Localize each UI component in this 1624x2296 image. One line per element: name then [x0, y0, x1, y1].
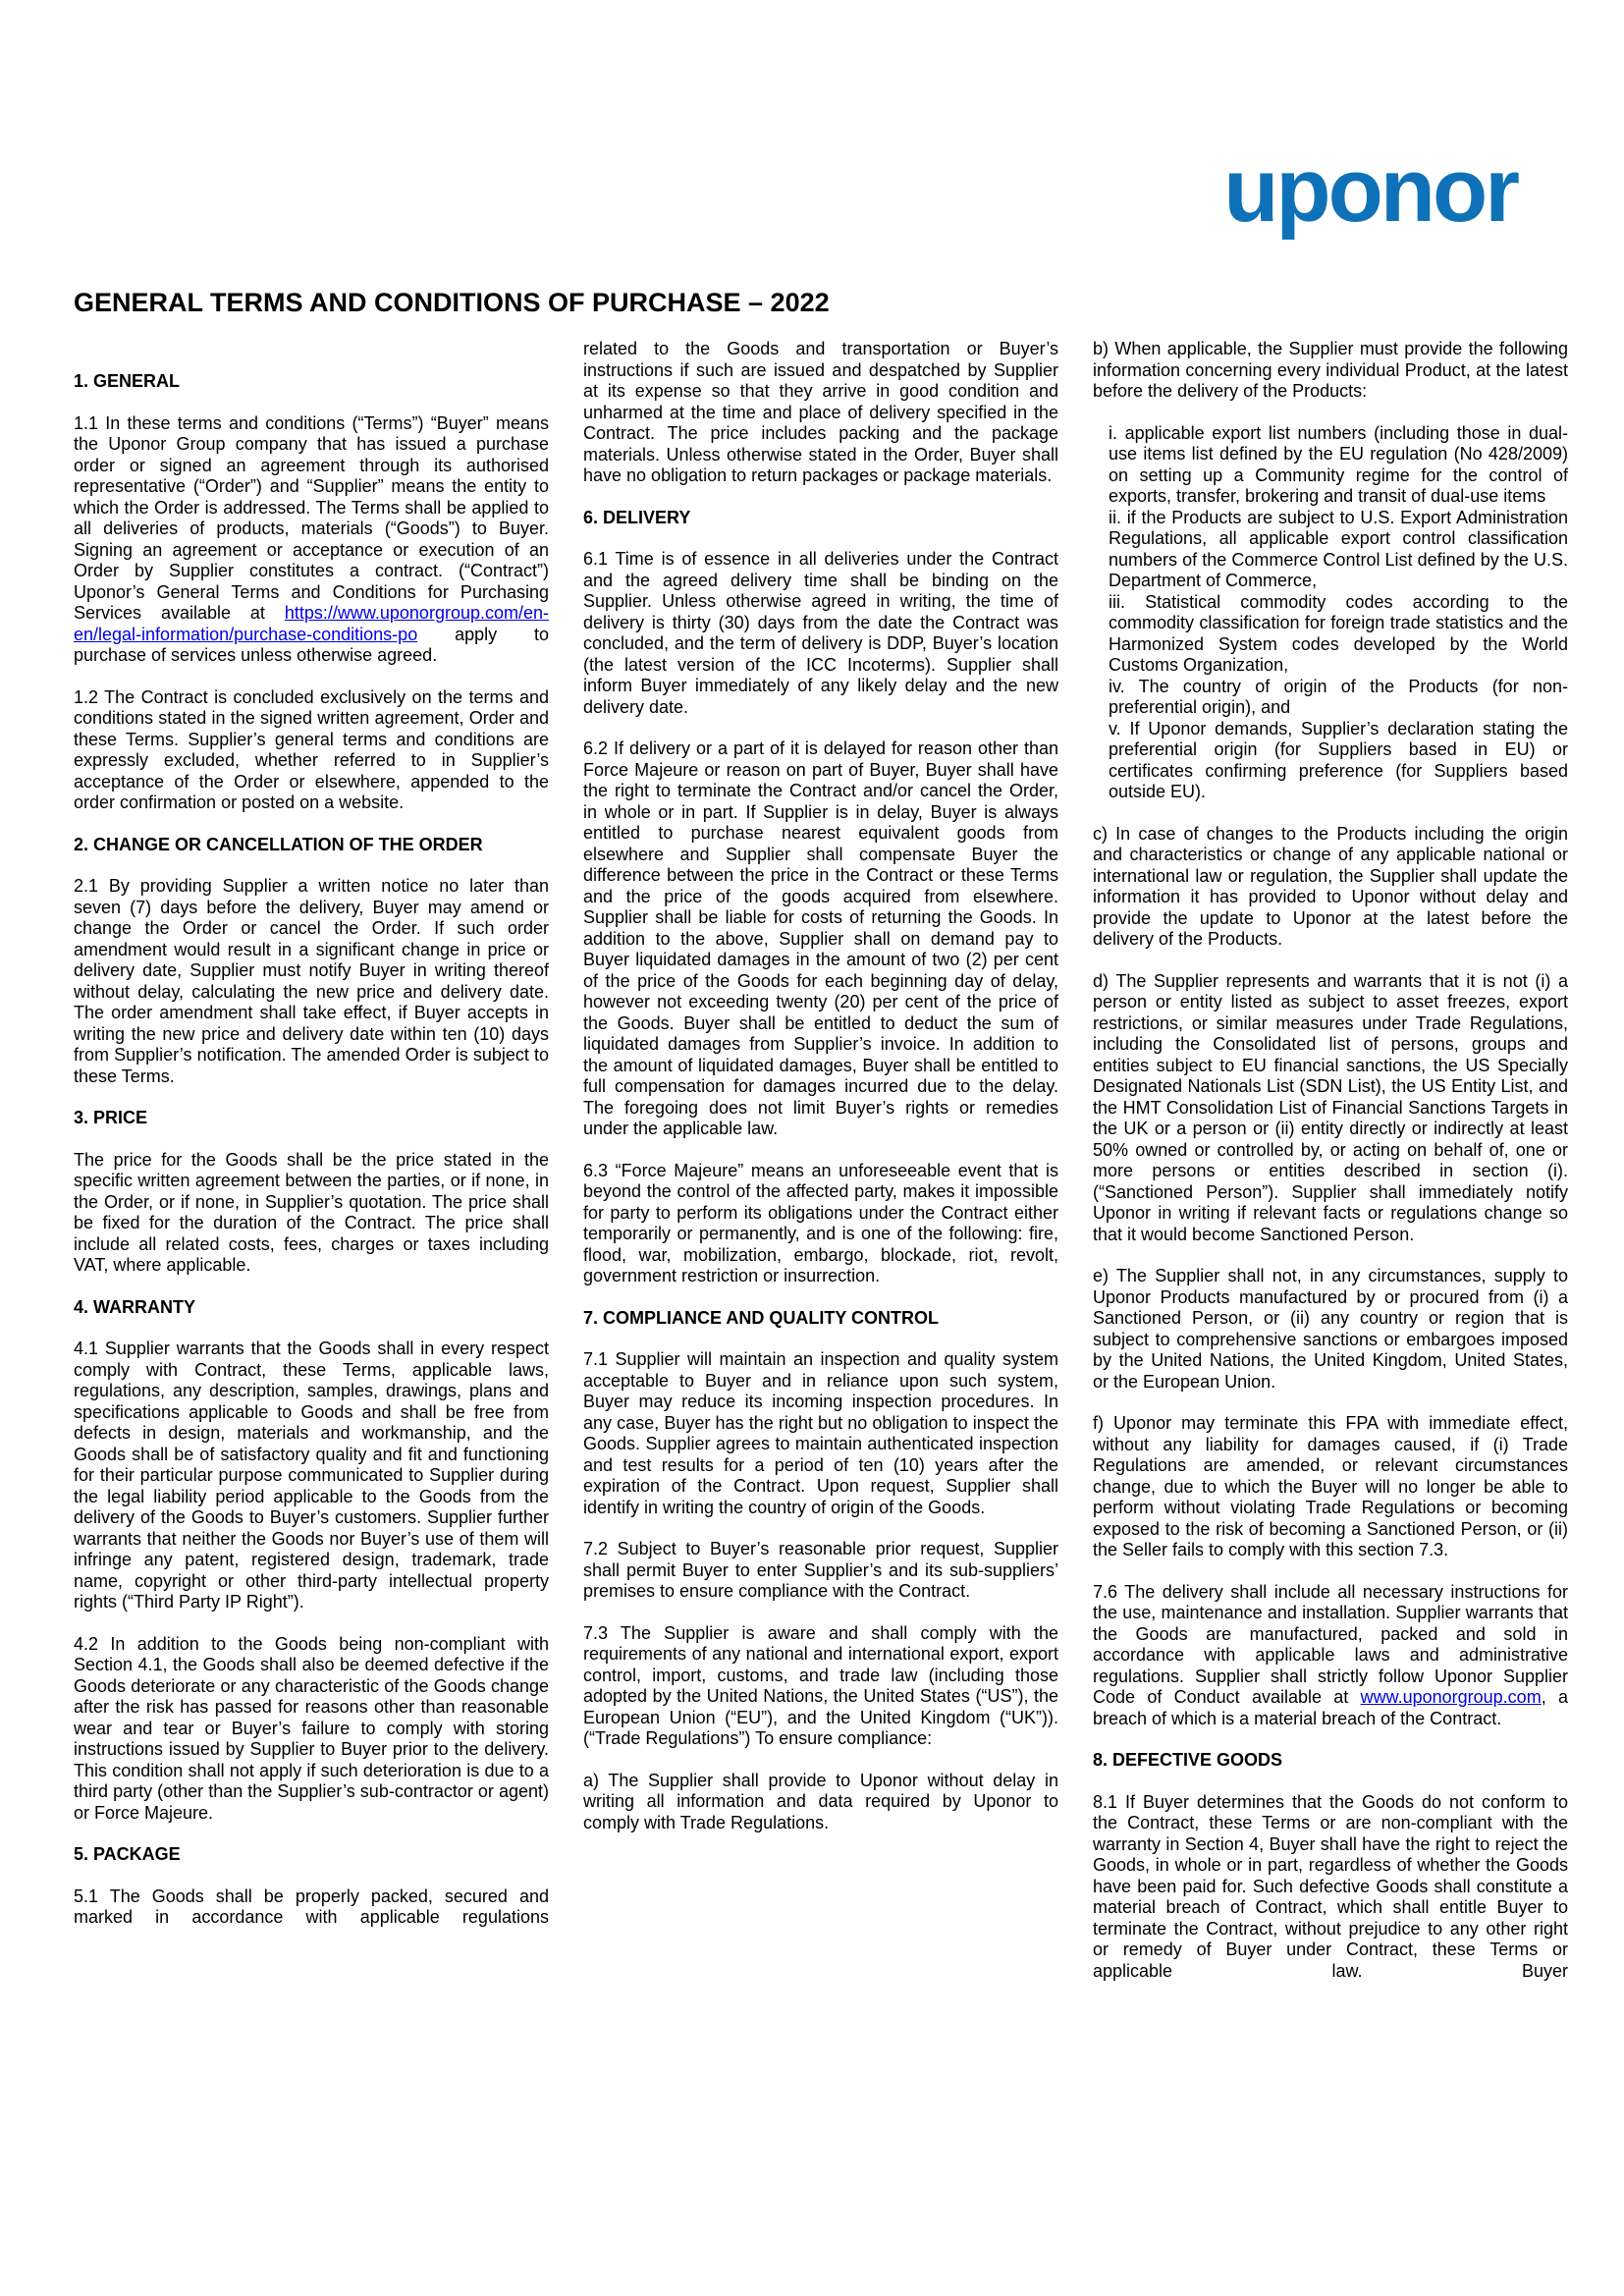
heading-change-or-cancellation: 2. CHANGE OR CANCELLATION OF THE ORDER: [74, 834, 483, 854]
paragraph-text: apply to purchase of services unless otherwise agreed.: [74, 624, 549, 665]
paragraph-7-3-c: c) In case of changes to the Products including the origin and characteristics or change of any applicable national or international law or regulation, the Supplier shall update the information it has provided to Uponor without delay and provide the update to Uponor at the latest before the delivery of the Products.: [1093, 823, 1568, 949]
heading-defective-goods: 8. DEFECTIVE GOODS: [1093, 1750, 1283, 1770]
paragraph-6-3: 6.3 “Force Majeure” means an unforeseeable event that is beyond the control of the affected party, makes it impossible for party to perform its obligations under the Contract either temporarily or permanently, and is one of the following: fire, flood, war, mobilization, embargo, blockade, riot, revolt, government restriction or insurrection.: [583, 1160, 1058, 1285]
paragraph-7-3: 7.3 The Supplier is aware and shall comply with the requirements of any national and international export, export control, import, customs, and trade law (including those adopted by the United Nations, the United States (“US”), the European Union (“EU”), and the United Kingdom (“UK”)). (“Trade Regulations”) To ensure compliance:: [583, 1622, 1058, 1748]
heading-delivery: 6. DELIVERY: [583, 507, 691, 527]
heading-package: 5. PACKAGE: [74, 1844, 181, 1864]
paragraph-5-1-continued: related to the Goods and transportation or Buyer’s instructions if such are issued and despatched by Supplier at its expense so that they arrive in good condition and unharmed at the time and place of delivery specified in the Contract. The price includes packing and the package materials. Unless otherwise stated in the Order, Buyer shall have no obligation to return packages or package materials.: [583, 339, 1058, 485]
paragraph-7-3-a: a) The Supplier shall provide to Uponor without delay in writing all information and data required by Uponor to comply with Trade Regulations.: [583, 1770, 1058, 1832]
purchase-conditions-link[interactable]: https://www.uponorgroup.com/en-en/legal-information/purchase-conditions-po: [74, 603, 549, 644]
paragraph-7-2: 7.2 Subject to Buyer’s reasonable prior request, Supplier shall permit Buyer to enter Supplier’s and its sub-suppliers’ premises to ensure compliance with the Contract.: [583, 1539, 1058, 1601]
paragraph-text: 1.1 In these terms and conditions (“Terms”) “Buyer” means the Uponor Group company that has issued a purchase order or signed an agreement through its authorised representative (“Order”) and “Supplier” means the entity to which the Order is addressed. The Terms shall be applied to all deliveries of products, materials (“Goods”) to Buyer. Signing an agreement or acceptance or execution of an Order by Supplier constitutes a contract. (“Contract”) Uponor’s General Terms and Conditions for Purchasing Services available at: [74, 412, 549, 623]
paragraph-2-1: 2.1 By providing Supplier a written notice no later than seven (7) days before the delivery, Buyer may amend or change the Order or cancel the Order. If such order amendment would result in a significant change in price or delivery date, Supplier must notify Buyer in writing thereof without delay, calculating the new price and delivery date. The order amendment shall take effect, if Buyer accepts in writing the new price and delivery date within ten (10) days from Supplier’s notification. The amended Order is subject to these Terms.: [74, 876, 549, 1086]
heading-general: 1. GENERAL: [74, 371, 181, 391]
heading-compliance-quality-control: 7. COMPLIANCE AND QUALITY CONTROL: [583, 1307, 940, 1328]
list-item-i: i. applicable export list numbers (including those in dual-use items list defined by the EU regulation (No 428/2009) on setting up a Community regime for the control of exports, transfer, brokering and transit of dual-use items: [1109, 422, 1568, 506]
list-item-iii: iii. Statistical commodity codes according to the commodity classification for foreign trade statistics and the Harmonized System codes developed by the World Customs Organization,: [1109, 591, 1568, 675]
list-item-iv: iv. The country of origin of the Products (for non-preferential origin), and: [1109, 676, 1568, 717]
paragraph-7-3-d: d) The Supplier represents and warrants that it is not (i) a person or entity listed as subject to asset freezes, export restrictions, or similar measures under Trade Regulations, including the Consolidated list of persons, groups and entities subject to EU financial sanctions, the US Specially Designated Nationals List (SDN List), the US Entity List, and the HMT Consolidation List of Financial Sanctions Targets in the UK or a person or (ii) entity directly or indirectly at least 50% owned or controlled by, or acting on behalf of, one or more persons or entities described in section (i). (“Sanctioned Person”). Supplier shall immediately notify Uponor in writing if relevant facts or regulations change so that it would become Sanctioned Person.: [1093, 970, 1568, 1244]
paragraph-text: 7.6 The delivery shall include all necessary instructions for the use, maintenance and installation. Supplier warrants that the Goods are manufactured, packed and sold in accordance with applicable laws and administrative regulations. Supplier shall strictly follow Uponor Supplier Code of Conduct available at: [1093, 1581, 1568, 1707]
paragraph-6-1: 6.1 Time is of essence in all deliveries under the Contract and the agreed delivery time shall be binding on the Supplier. Unless otherwise agreed in writing, the time of delivery is thirty (30) days from the date the Contract was concluded, and the term of delivery is DDP, Buyer’s location (the latest version of the ICC Incoterms). Supplier shall inform Buyer immediately of any likely delay and the new delivery date.: [583, 549, 1058, 717]
paragraph-7-1: 7.1 Supplier will maintain an inspection and quality system acceptable to Buyer and in reliance upon such system, Buyer may reduce its incoming inspection procedures. In any case, Buyer has the right but no obligation to inspect the Goods. Supplier agrees to maintain authenticated inspection and test results for a period of ten (10) years after the expiration of the Contract. Upon request, Supplier shall identify in writing the country of origin of the Goods.: [583, 1349, 1058, 1517]
paragraph-4-2: 4.2 In addition to the Goods being non-compliant with Section 4.1, the Goods shall also be deemed defective if the Goods deteriorate or any characteristic of the Goods change after the risk has passed for reasons other than reasonable wear and tear or Buyer’s failure to comply with storing instructions issued by Supplier to Buyer prior to the delivery. This condition shall not apply if such deterioration is due to a third party (other than the Supplier’s sub-contractor or agent) or Force Majeure.: [74, 1633, 549, 1823]
uponor-logo: uponor: [1223, 140, 1517, 241]
column-2: [583, 339, 1058, 1854]
paragraph-5-1: 5.1 The Goods shall be properly packed, secured and marked in accordance with applicable regulations: [74, 1886, 549, 1927]
heading-warranty: 4. WARRANTY: [74, 1296, 196, 1317]
paragraph-1-1: [74, 413, 549, 667]
paragraph-text: , a breach of which is a material breach of the Contract.: [1093, 1687, 1569, 1728]
paragraph-1-2: 1.2 The Contract is concluded exclusively on the terms and conditions stated in the signed written agreement, Order and these Terms. Supplier’s general terms and conditions are expressly excluded, whether referred to in Supplier’s acceptance of the Order or elsewhere, appended to the order confirmation or posted on a website.: [74, 686, 549, 812]
paragraph-7-3-f: f) Uponor may terminate this FPA with immediate effect, without any liability for damages caused, if (i) Trade Regulations are amended, or relevant circumstances change, due to which the Buyer will no longer be able to perform without violating Trade Regulations or becoming exposed to the risk of becoming a Sanctioned Person, or (ii) the Seller fails to comply with this section 7.3.: [1093, 1413, 1568, 1559]
column-1: [74, 371, 549, 1949]
paragraph-7-3-e: e) The Supplier shall not, in any circumstances, supply to Uponor Products manufactured by or procured from (i) a Sanctioned Person, or (ii) any country or region that is subject to comprehensive sanctions or embargoes imposed by the United Nations, the United Kingdom, United States, or the European Union.: [1093, 1266, 1568, 1392]
code-of-conduct-link[interactable]: www.uponorgroup.com: [1360, 1687, 1542, 1707]
paragraph-price: The price for the Goods shall be the price stated in the specific written agreement between the parties, or if none, in the Order, or if none, in Supplier’s quotation. The price shall be fixed for the duration of the Contract. The price shall include all related costs, fees, charges or taxes including VAT, where applicable.: [74, 1149, 549, 1275]
paragraph-8-1: 8.1 If Buyer determines that the Goods do not conform to the Contract, these Terms or are non-compliant with the warranty in Section 4, Buyer shall have the right to reject the Goods, in whole or in part, regardless of whether the Goods have been paid for. Such defective Goods shall constitute a material breach of Contract, which shall entitle Buyer to terminate the Contract, without prejudice to any other right or remedy of Buyer under Contract, these Terms or applicable law. Buyer: [1093, 1791, 1568, 1981]
export-info-list: [1093, 423, 1568, 803]
list-item-ii: ii. if the Products are subject to U.S. Export Administration Regulations, all applicable export control classification numbers of the Commerce Control List defined by the U.S. Department of Commerce,: [1109, 507, 1568, 590]
paragraph-7-6: [1093, 1582, 1568, 1730]
paragraph-7-3-b: b) When applicable, the Supplier must provide the following information concerning every individual Product, at the latest before the delivery of the Products:: [1093, 339, 1568, 401]
column-3: [1093, 339, 1568, 2002]
heading-price: 3. PRICE: [74, 1108, 148, 1127]
list-item-v: v. If Uponor demands, Supplier’s declaration stating the preferential origin (for Suppliers based in EU) or certificates confirming preference (for Suppliers based outside EU).: [1109, 718, 1568, 801]
document-title: GENERAL TERMS AND CONDITIONS OF PURCHASE – 2022: [74, 288, 830, 317]
paragraph-6-2: 6.2 If delivery or a part of it is delayed for reason other than Force Majeure or reason on part of Buyer, Buyer shall have the right to terminate the Contract and/or cancel the Order, in whole or in part. If Supplier is in delay, Buyer is always entitled to purchase nearest equivalent goods from elsewhere and Supplier shall compensate Buyer the difference between the price in the Contract or these Terms and the price of the goods acquired from elsewhere. Supplier shall be liable for costs of returning the Goods. In addition to the above, Supplier shall on demand pay to Buyer liquidated damages in the amount of two (2) per cent of the price of the Goods for each beginning day of delay, however not exceeding twenty (20) per cent of the price of the Goods. Buyer shall be entitled to deduct the sum of liquidated damages from Supplier’s invoice. In addition to the amount of liquidated damages, Buyer shall be entitled to full compensation for damages incurred due to the delay. The foregoing does not limit Buyer’s rights or remedies under the applicable law.: [583, 738, 1058, 1138]
paragraph-4-1: 4.1 Supplier warrants that the Goods shall in every respect comply with Contract, these Terms, applicable laws, regulations, any description, samples, drawings, plans and specifications applicable to Goods and shall be free from defects in design, materials and workmanship, and the Goods shall be of satisfactory quality and fit and functioning for their particular purpose communicated to Supplier during the legal liability period applicable to the Goods from the delivery of the Goods to Buyer’s customers. Supplier further warrants that neither the Goods nor Buyer’s use of them will infringe any patent, registered design, trademark, trade name, copyright or other third-party intellectual property rights (“Third Party IP Right”).: [74, 1339, 549, 1612]
